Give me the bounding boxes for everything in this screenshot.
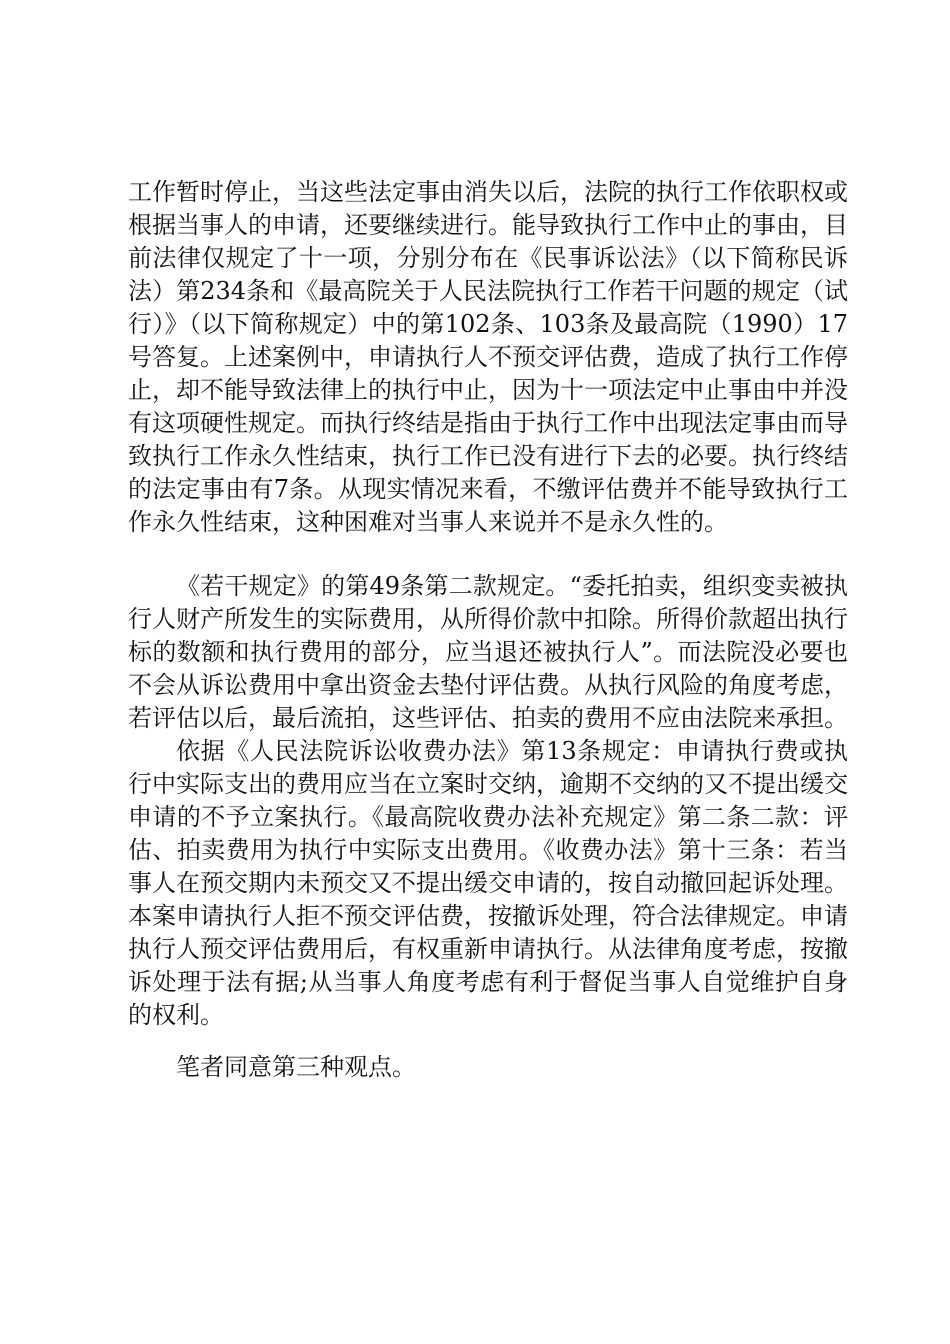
text-block-3 <box>128 1051 848 1084</box>
paragraph: 笔者同意第三种观点。 <box>176 1053 416 1081</box>
paragraph: 依据《人民法院诉讼收费办法》第13条规定：申请执行费或执行中实际支出的费用应当在立案时交纳，逾期不交纳的又不提出缓交申请的不予立案执行。《最高院收费办法补充规定》第二条二款：评估、拍卖费用为执行中实际支出费用。《收费办法》第十三条：若当事人在预交期内未预交又不提出缓交申请的，按自动撤回起诉处理。本案申请执行人拒不预交评估费，按撤诉处理，符合法律规定。申请执行人预交评估费用后，有权重新申请执行。从法律角度考虑，按撤诉处理于法有据;从当事人角度考虑有利于督促当事人自觉维护自身的权利。 <box>128 737 848 1029</box>
text-block-1 <box>128 176 848 539</box>
paragraph: 《若干规定》的第49条第二款规定。“委托拍卖，组织变卖被执行人财产所发生的实际费用，从所得价款中扣除。所得价款超出执行标的数额和执行费用的部分，应当退还被执行人”。而法院没必要也不会从诉讼费用中拿出资金去垫付评估费。从执行风险的角度考虑，若评估以后，最后流拍，这些评估、拍卖的费用不应由法院来承担。 <box>128 572 848 732</box>
paragraph: 工作暂时停止，当这些法定事由消失以后，法院的执行工作依职权或根据当事人的申请，还要继续进行。能导致执行工作中止的事由，目前法律仅规定了十一项，分别分布在《民事诉讼法》（以下简称民诉法）第234条和《最高院关于人民法院执行工作若干问题的规定（试行）》（以下简称规定）中的第102条、103条及最高院（1990）17号答复。上述案例中，申请执行人不预交评估费，造成了执行工作停止，却不能导致法律上的执行中止，因为十一项法定中止事由中并没有这项硬性规定。而执行终结是指由于执行工作中出现法定事由而导致执行工作永久性结束，执行工作已没有进行下去的必要。执行终结的法定事由有7条。从现实情况来看，不缴评估费并不能导致执行工作永久性结束，这种困难对当事人来说并不是永久性的。 <box>128 178 848 536</box>
text-block-2 <box>128 570 848 1032</box>
